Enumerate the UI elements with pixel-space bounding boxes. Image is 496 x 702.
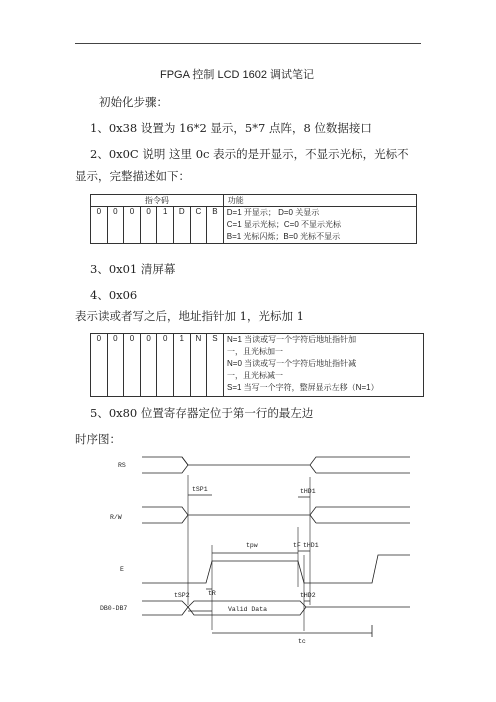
step-3: 3、0x01 清屏幕 [90,262,176,276]
step-5: 5、0x80 位置寄存器定位于第一行的最左边 [90,406,314,420]
label-tc: tc [298,638,306,645]
document-title: FPGA 控制 LCD 1602 调试笔记 [160,69,315,81]
label-tr: tR [208,590,216,597]
step-4: 4、0x06 [90,288,138,302]
label-valid-data: Valid Data [228,606,268,613]
step-2: 2、0x0C 说明 这里 0c 表示的是开显示，不显示光标，光标不 [90,147,409,161]
bit-cell: 0 [91,207,108,243]
label-tpw: tpw [246,542,258,549]
top-rule [75,43,421,44]
signal-rs: RS [118,462,126,469]
rw-waveform [142,507,410,523]
rs-waveform [142,457,188,473]
bit-cell: 0 [141,207,158,243]
command-table-entry-mode [90,333,424,397]
function-line: 一，且光标减一 [227,371,283,380]
bit-cell: 0 [108,334,125,396]
bit-cell: 0 [91,334,108,396]
function-line: C=1 显示光标；C=0 不显示光标 [226,220,341,229]
bit-cell: C [191,207,208,243]
header-code: 指令码 [91,195,224,207]
bit-cell: S [212,334,218,343]
bit-cell: 0 [157,334,174,396]
command-table-display [90,194,417,244]
db-waveform [142,601,410,615]
bit-cell: 0 [124,207,141,243]
init-heading: 初始化步骤： [99,95,168,109]
signal-e: E [120,566,124,573]
header-function: 功能 [223,195,416,207]
function-line: N=0 当读或写一个字符后地址指针减 [227,359,357,368]
timing-diagram [100,455,420,645]
bit-cell: 1 [157,207,174,243]
label-tsp2: tSP2 [174,592,190,599]
label-tf: tF [293,542,301,549]
label-tsp1: tSP1 [192,486,208,493]
bit-cell: 0 [141,334,158,396]
timing-heading: 时序图： [75,432,121,446]
step-1: 1、0x38 设置为 16*2 显示，5*7 点阵，8 位数据接口 [90,121,372,135]
bit-cell: 0 [124,334,141,396]
step-2-continued: 显示，完整描述如下： [75,169,190,183]
e-waveform [142,555,410,583]
bit-cell: 0 [108,207,125,243]
step-4-description: 表示读或者写之后，地址指针加 1，光标加 1 [75,309,304,323]
rs-waveform-body [182,457,410,473]
bit-cell: N [191,334,208,396]
function-line: N=1 当读或写一个字符后地址指针加 [227,335,357,344]
bit-cell: D [174,207,191,243]
signal-db: DB0-DB7 [100,605,128,612]
function-line: S=1 当写一个字符，整屏显示左移（N=1） [227,383,379,392]
function-line: B=1 光标闪烁；B=0 光标不显示 [226,232,341,241]
signal-rw: R/W [110,514,122,521]
function-line: D=1 开显示； D=0 关显示 [226,208,320,217]
label-thd1: tHD1 [300,488,316,495]
bit-cell: 1 [174,334,191,396]
label-thd1b: tHD1 [303,542,319,549]
function-line: 一，且光标加一 [227,347,283,356]
bit-cell: B [212,207,218,216]
label-thd2: tHD2 [300,592,316,599]
